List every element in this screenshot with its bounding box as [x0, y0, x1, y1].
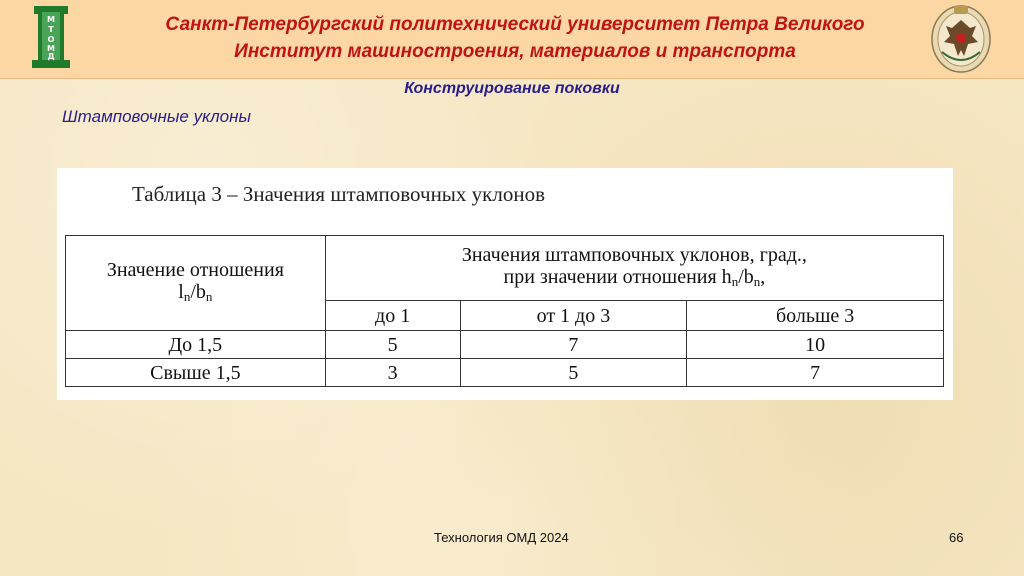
svg-text:М: М [47, 15, 55, 24]
university-name: Санкт-Петербургский политехнический университет Петра Великого [165, 14, 865, 35]
table-row [66, 331, 944, 359]
page-number: 66 [949, 530, 964, 545]
subheader-up-to-1: до 1 [325, 301, 460, 331]
ratio-column-header: Значение отношения $l_n/b_n$ [66, 236, 326, 331]
table-cell: 5 [460, 359, 687, 387]
svg-text:М: М [47, 44, 55, 53]
draft-angles-table [65, 235, 944, 387]
table-cell: 7 [687, 359, 944, 387]
row-label: Свыше 1,5 [66, 359, 326, 387]
section-title: Конструирование поковки [404, 80, 620, 97]
footer-text: Технология ОМД 2024 [434, 530, 569, 545]
svg-text:Т: Т [48, 25, 54, 34]
table-image [57, 168, 953, 400]
omd-tower-logo-icon [28, 2, 74, 72]
institute-name: Институт машиностроения, материалов и транспорта [234, 41, 796, 62]
subheader-over-3: больше 3 [687, 301, 944, 331]
table-caption: Таблица 3 – Значения штамповочных уклонов [132, 182, 545, 206]
slide-header [0, 0, 1024, 79]
university-crest-icon [930, 2, 992, 74]
table-row [66, 359, 944, 387]
row-label: До 1,5 [66, 331, 326, 359]
subheader-1-to-3: от 1 до 3 [460, 301, 687, 331]
table-cell: 10 [687, 331, 944, 359]
table-cell: 7 [460, 331, 687, 359]
svg-text:О: О [47, 35, 55, 44]
table-cell: 5 [325, 331, 460, 359]
angles-group-header: Значения штамповочных уклонов, град., при значении отношения $h_n/b_n$, [325, 236, 943, 301]
svg-text:Д: Д [47, 52, 55, 61]
table-cell: 3 [325, 359, 460, 387]
slide-subtitle: Штамповочные уклоны [62, 107, 252, 126]
